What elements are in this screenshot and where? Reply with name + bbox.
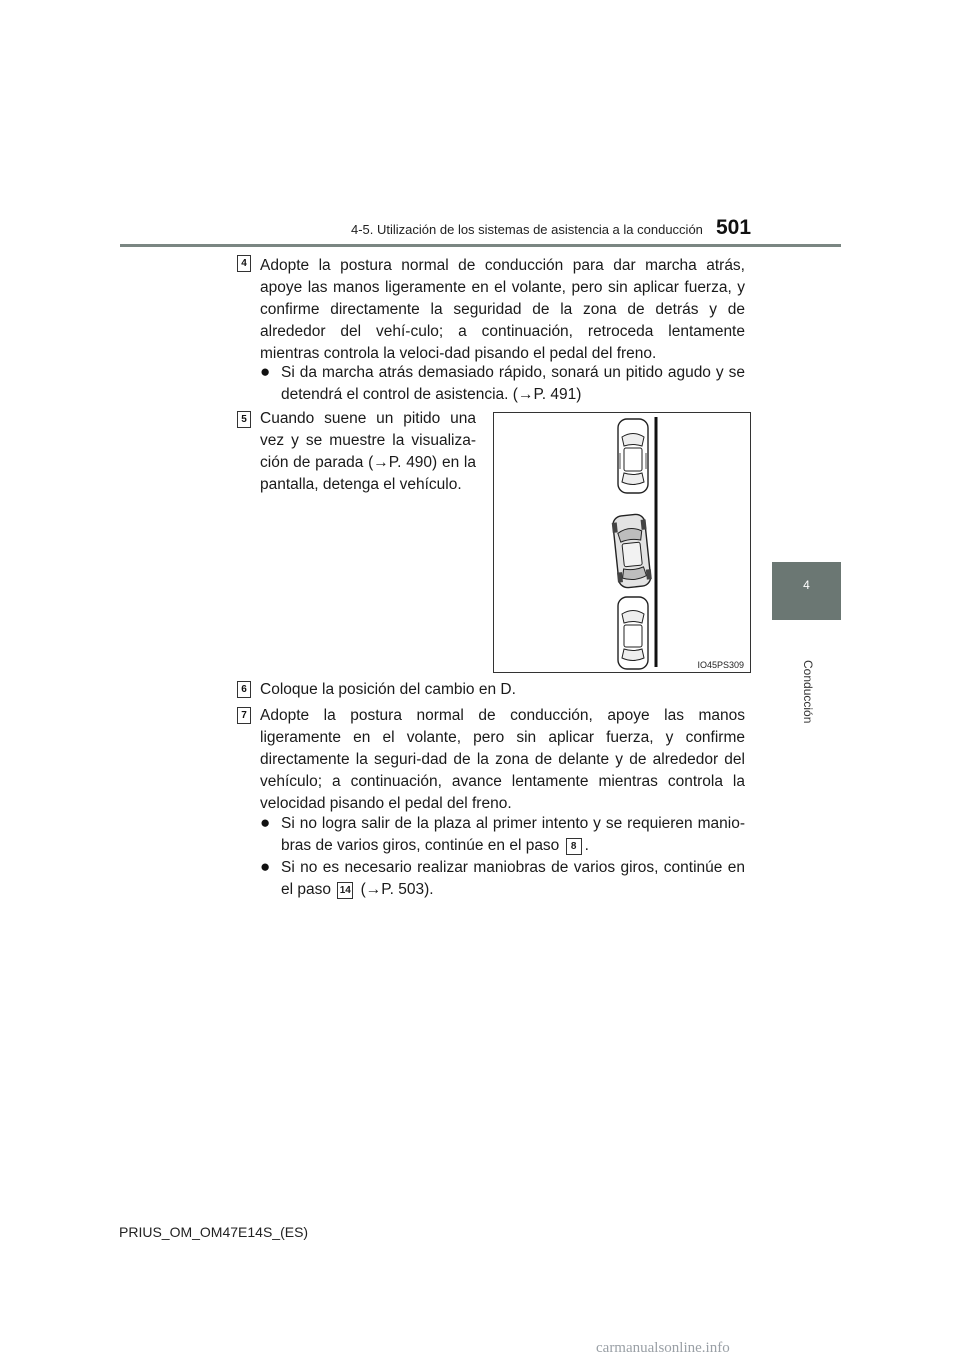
bullet-1-text: Si no logra salir de la plaza al primer intento y se requieren manio-bras de varios giros, continúe en el paso xyxy=(281,815,745,854)
page-number: 501 xyxy=(716,216,752,239)
step-badge-5: 5 xyxy=(237,411,251,428)
parked-car-rear-icon xyxy=(618,597,648,669)
parking-figure xyxy=(493,412,751,673)
step-badge-6: 6 xyxy=(237,681,251,698)
bullet-icon: ● xyxy=(260,813,271,832)
header-section-title: 4-5. Utilización de los sistemas de asistencia a la conducción xyxy=(351,222,703,237)
bullet-2-text: Si no es necesario realizar maniobras de varios giros, continúe en el paso xyxy=(281,859,745,898)
step-ref-14[interactable]: 14 xyxy=(337,882,353,899)
parking-illustration xyxy=(494,413,750,672)
exiting-car-icon xyxy=(611,513,652,588)
step-badge-7: 7 xyxy=(237,707,251,724)
step-5-text: Cuando suene un pitido una vez y se muestre la visualiza-ción de parada (→P. 490) en la pantalla, detenga el vehículo. xyxy=(260,410,476,493)
parked-car-front-icon xyxy=(618,419,648,493)
chapter-side-label: Conducción xyxy=(801,660,815,724)
header-rule xyxy=(120,244,841,247)
chapter-number: 4 xyxy=(803,578,810,592)
step-7-text: Adopte la postura normal de conducción, apoye las manos ligeramente en el volante, pero sin aplicar fuerza, y confirme directamente la seguri-dad de la zona de delante y de alrededor del vehículo; a continuación, avance lentamente mientras controla la velocidad pisando el pedal del freno. xyxy=(260,707,745,812)
step-4-text: Adopte la postura normal de conducción para dar marcha atrás, apoye las manos ligeramente en el volante, pero sin aplicar fuerza, y confirme directamente la seguridad de la zona de detrás y de alrededor del vehí-culo; a continuación, retroceda lentamente mientras controla la veloci-dad pisando el pedal del freno. xyxy=(260,257,745,362)
step-4-bullet: Si da marcha atrás demasiado rápido, sonará un pitido agudo y se detendrá el control de asistencia. (→P. 491) xyxy=(281,364,745,403)
bullet-1-end: . xyxy=(584,837,589,854)
step-6-text: Coloque la posición del cambio en D. xyxy=(260,681,516,698)
watermark: carmanualsonline.info xyxy=(596,1340,730,1356)
bullet-icon: ● xyxy=(260,857,271,876)
step-ref-8[interactable]: 8 xyxy=(566,838,582,855)
footer-doc-code: PRIUS_OM_OM47E14S_(ES) xyxy=(119,1224,309,1240)
figure-code: IO45PS309 xyxy=(697,660,744,670)
chapter-side-tab xyxy=(772,562,841,620)
step-7-bullet-1 xyxy=(281,813,745,857)
bullet-2-end: (→P. 503). xyxy=(360,881,434,898)
step-badge-4: 4 xyxy=(237,255,251,272)
bullet-icon: ● xyxy=(260,362,271,381)
step-7-bullet-2 xyxy=(281,857,745,901)
